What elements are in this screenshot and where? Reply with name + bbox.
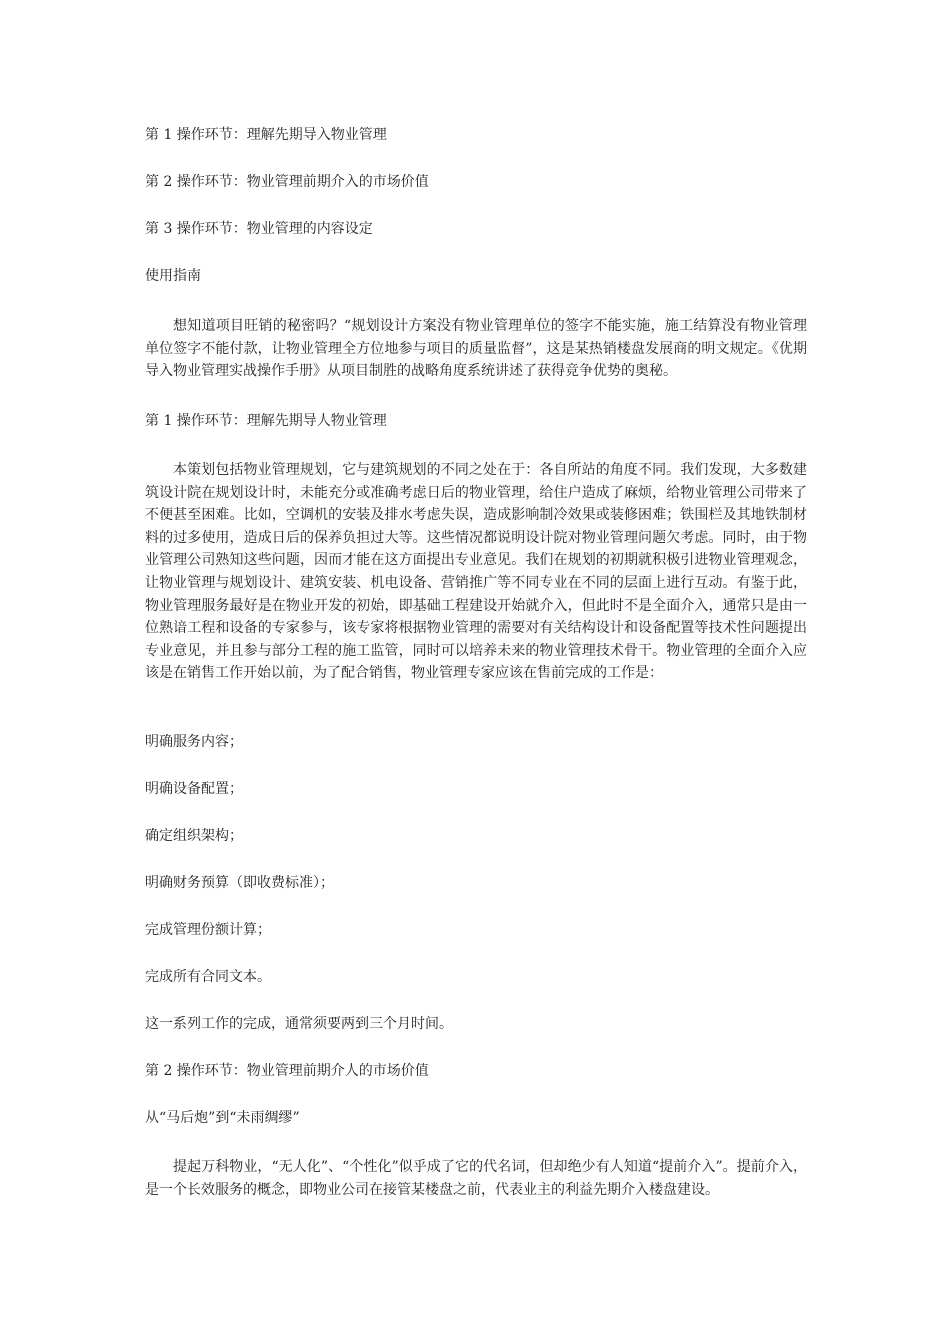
toc-item-1: 第 1 操作环节：理解先期导入物业管理 bbox=[145, 127, 387, 143]
task-item: 完成管理份额计算； bbox=[145, 922, 271, 938]
task-item: 确定组织架构； bbox=[145, 828, 243, 844]
task-item: 明确服务内容； bbox=[145, 734, 243, 750]
task-item: 明确设备配置； bbox=[145, 781, 243, 797]
task-item: 完成所有合同文本。 bbox=[145, 969, 271, 985]
toc-item-2: 第 2 操作环节：物业管理前期介入的市场价值 bbox=[145, 174, 429, 190]
guide-heading: 使用指南 bbox=[145, 268, 201, 284]
tasks-summary: 这一系列工作的完成，通常须要两到三个月时间。 bbox=[145, 1016, 453, 1032]
section1-paragraph: 本策划包括物业管理规划，它与建筑规划的不同之处在于：各自所站的角度不同。我们发现，大多数建筑设计院在规划设计时，未能充分或准确考虑日后的物业管理，给住户造成了麻烦，给物业管理公司带来了不便甚至困难。比如，空调机的安装及排水考虑失误，造成影响制冷效果或装修困难；铁围栏及其地铁制材料的过多使用，造成日后的保养负担过大等。这些情况都说明设计院对物业管理问题欠考虑。同时，由于物业管理公司熟知这些问题，因而才能在这方面提出专业意见。我们在规划的初期就积极引进物业管理观念，让物业管理与规划设计、建筑安装、机电设备、营销推广等不同专业在不同的层面上进行互动。有鉴于此，物业管理服务最好是在物业开发的初始，即基础工程建设开始就介入，但此时不是全面介入，通常只是由一位熟谙工程和设备的专家参与，该专家将根据物业管理的需要对有关结构设计和设备配置等技术性问题提出专业意见，并且参与部分工程的施工监管，同时可以培养未来的物业管理技术骨干。物业管理的全面介入应该是在销售工作开始以前，为了配合销售，物业管理专家应该在售前完成的工作是： bbox=[145, 462, 807, 682]
section2-paragraph: 提起万科物业，“无人化”、“个性化”似乎成了它的代名词，但却绝少有人知道“提前介入”。提前介入，是一个长效服务的概念，即物业公司在接管某楼盘之前，代表业主的利益先期介入楼盘建设。 bbox=[145, 1159, 807, 1198]
section2-heading: 第 2 操作环节：物业管理前期介人的市场价值 bbox=[145, 1063, 429, 1079]
section2-subheading: 从“马后炮”到“未雨绸缪” bbox=[145, 1110, 300, 1126]
section1-heading: 第 1 操作环节：理解先期导人物业管理 bbox=[145, 413, 387, 429]
toc-item-3: 第 3 操作环节：物业管理的内容设定 bbox=[145, 221, 373, 237]
intro-paragraph: 想知道项目旺销的秘密吗？“规划设计方案没有物业管理单位的签字不能实施，施工结算没有物业管理单位签字不能付款，让物业管理全方位地参与项目的质量监督”，这是某热销楼盘发展商的明文规定。《优期导入物业管理实战操作手册》从项目制胜的战略角度系统讲述了获得竞争优势的奥秘。 bbox=[145, 318, 807, 380]
task-item: 明确财务预算（即收费标准）； bbox=[145, 875, 334, 891]
